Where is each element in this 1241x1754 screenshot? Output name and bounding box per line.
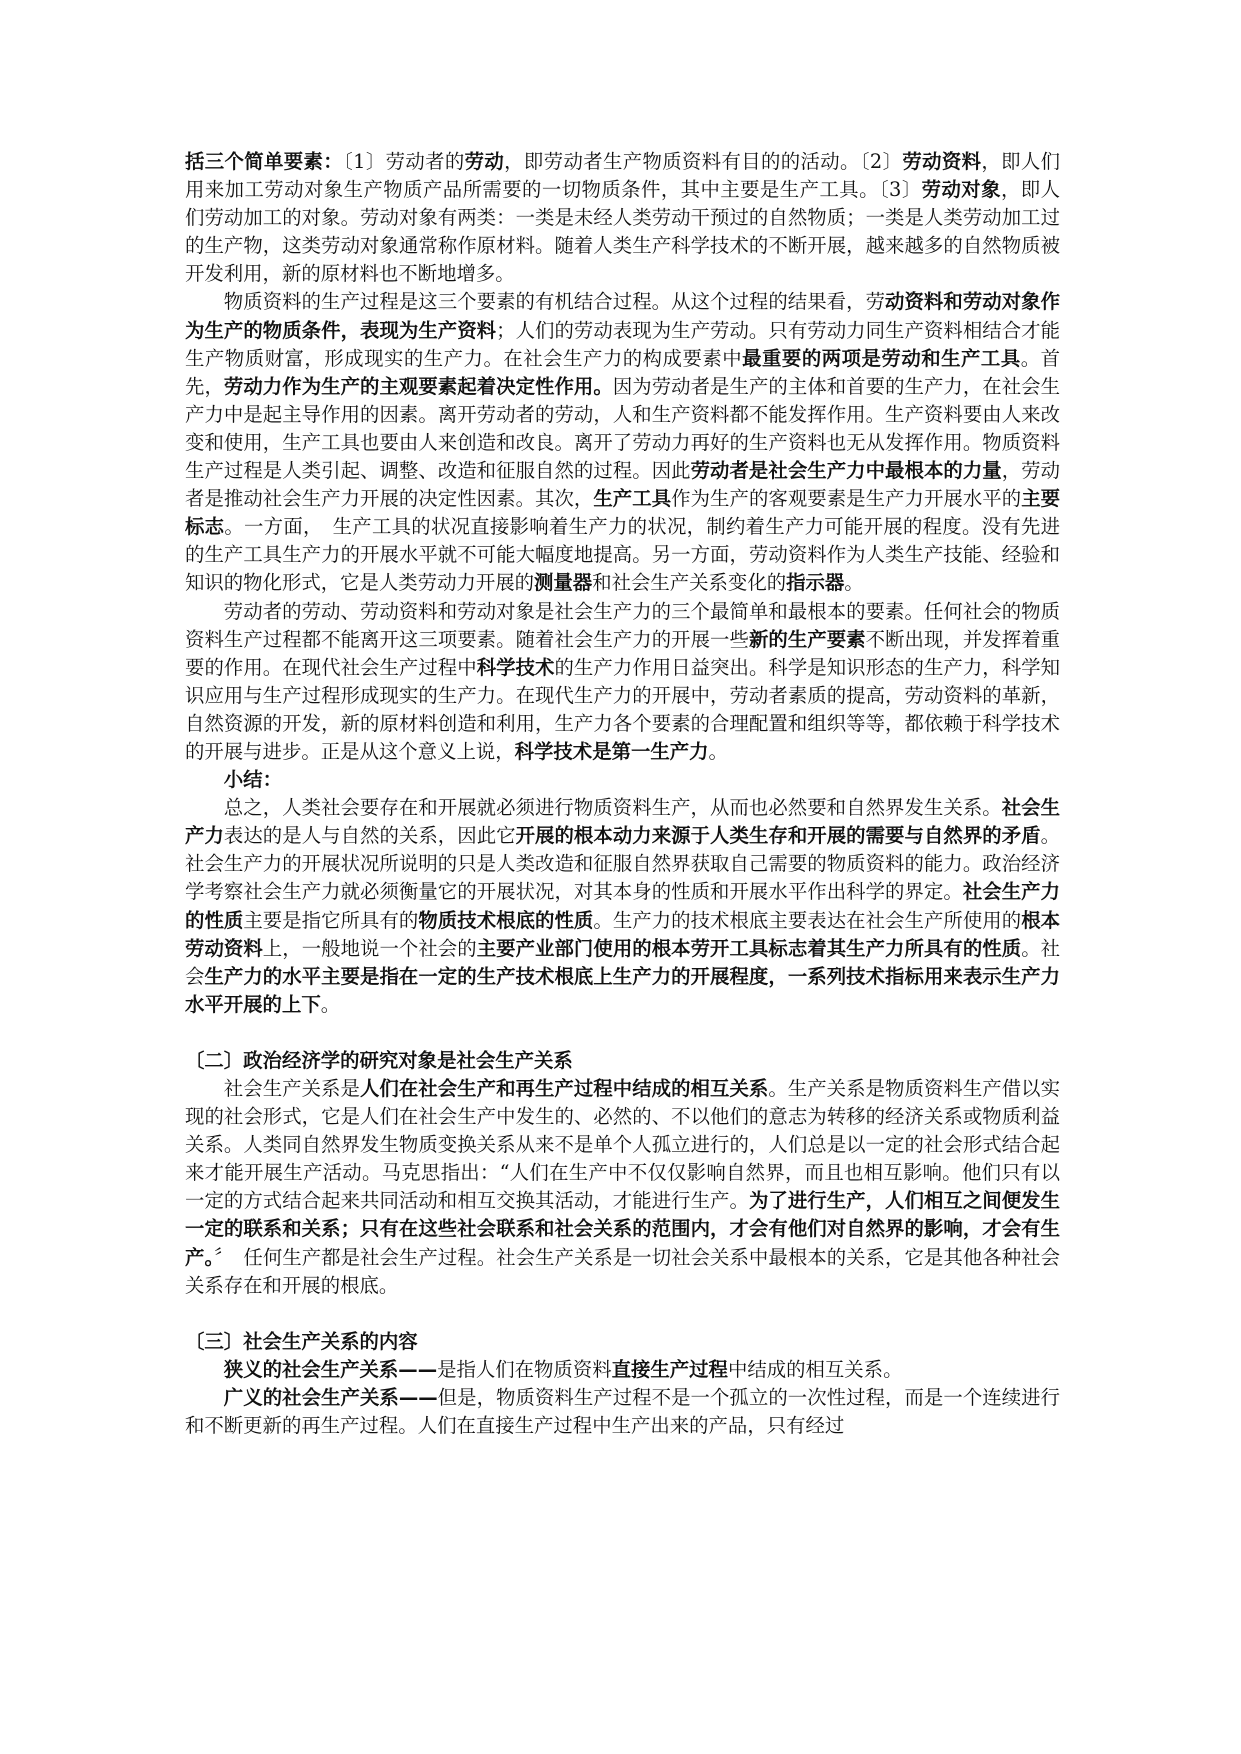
section-heading-2: 〔二〕政治经济学的研究对象是社会生产关系 (185, 1048, 573, 1072)
summary-label: 小结： (223, 768, 282, 792)
emphasis: 劳动者是社会生产力中最根本的力量 (690, 459, 1002, 483)
emphasis: 社会生产力的性质 (185, 880, 1061, 932)
emphasis: 劳动对象 (921, 178, 1001, 202)
emphasis: 社会生产力 (185, 796, 1061, 848)
emphasis: 人们在社会生产和再生产过程中结成的相互关系 (359, 1077, 769, 1100)
paragraph-science-technology: 劳动者的劳动、劳动资料和劳动对象是社会生产力的三个最简单和最根本的要素。任何社会的物质资料生产过程都不能离开这三项要素。随着社会生产力的开展一些新的生产要素不断出现，并发挥着重要的作用。在现代社会生产过程中科学技术的生产力作用日益突出。科学是知识形态的生产力，科学知识应用与生产过程形成现实的生产力。在现代生产力的开展中，劳动者素质的提高，劳动资料的革新，自然资源的开发，新的原材料创造和利用，生产力各个要素的合理配置和组织等等，都依赖于科学技术的开展与进步。正是从这个意义上说，科学技术是第一生产力。 (185, 599, 1061, 763)
document-page (185, 148, 1060, 1440)
emphasis: 科学技术是第一生产力 (514, 739, 709, 763)
emphasis: 生产工具 (593, 487, 672, 511)
emphasis: 劳动资料 (902, 150, 982, 173)
emphasis: 主要产业部门使用的根本劳开工具标志着其生产力所具有的性质 (476, 936, 1022, 960)
emphasis: 劳动 (464, 150, 505, 173)
emphasis: 广义的社会生产关系—— (223, 1385, 438, 1409)
paragraph-production-relations: 社会生产关系是人们在社会生产和再生产过程中结成的相互关系。生产关系是物质资料生产借以实现的社会形式，它是人们在社会生产中发生的、必然的、不以他们的意志为转移的经济关系或物质利益关系。人类同自然界发生物质变换关系从来不是单个人孤立进行的，人们总是以一定的社会形式结合起来才能开展生产活动。马克思指出：“人们在生产中不仅仅影响自然界，而且也相互影响。他们只有以一定的方式结合起来共同活动和相互交换其活动，才能进行生产。为了进行生产，人们相互之间便发生一定的联系和关系；只有在这些社会联系和社会关系的范围内，才会有他们对自然界的影响，才会有生产。〞 任何生产都是社会生产过程。社会生产关系是一切社会关系中最根本的关系，它是其他各种社会关系存在和开展的根底。 (185, 1077, 1061, 1297)
paragraph-narrow-definition: 狭义的社会生产关系——是指人们在物质资料直接生产过程中结成的相互关系。 (223, 1357, 903, 1381)
emphasis: 括三个简单要素： (185, 150, 344, 173)
emphasis: 科学技术 (476, 655, 555, 679)
emphasis: 动资料和劳动对象作为生产的物质条件，表现为生产资料 (185, 290, 1061, 342)
paragraph-broad-definition: 广义的社会生产关系——但是，物质资料生产过程不是一个孤立的一次性过程，而是一个连续进行和不断更新的再生产过程。人们在直接生产过程中生产出来的产品，只有经过 (185, 1385, 1061, 1438)
emphasis: 最重要的两项是劳动和生产工具 (742, 346, 1021, 370)
emphasis: 主要标志 (185, 487, 1061, 539)
emphasis: 指示器 (786, 571, 845, 595)
paragraph-summary: 总之，人类社会要存在和开展就必须进行物质资料生产，从而也必然要和自然界发生关系。社会生产力表达的是人与自然的关系，因此它开展的根本动力来源于人类生存和开展的需要与自然界的矛盾。社会生产力的开展状况所说明的只是人类改造和征服自然界获取自己需要的物质资料的能力。政治经济学考察社会生产力就必须衡量它的开展状况，对其本身的性质和开展水平作出科学的界定。社会生产力的性质主要是指它所具有的物质技术根底的性质。生产力的技术根底主要表达在社会生产所使用的根本劳动资料上，一般地说一个社会的主要产业部门使用的根本劳开工具标志着其生产力所具有的性质。社会生产力的水平主要是指在一定的生产技术根底上生产力的开展程度，一系列技术指标用来表示生产力水平开展的上下。 (185, 796, 1061, 1016)
emphasis: 直接生产过程 (611, 1357, 728, 1381)
emphasis: 生产力的水平主要是指在一定的生产技术根底上生产力的开展程度，一系列技术指标用来表示生产力水平开展的上下 (185, 964, 1061, 1016)
spacer (185, 1300, 1060, 1328)
paragraph-simple-elements: 括三个简单要素：〔1〕劳动者的劳动，即劳动者生产物质资料有目的的活动。〔2〕劳动资料，即人们用来加工劳动对象生产物质产品所需要的一切物质条件，其中主要是生产工具。〔3〕劳动对象，即人们劳动加工的对象。劳动对象有两类：一类是未经人类劳动干预过的自然物质；一类是人类劳动加工过的生产物，这类劳动对象通常称作原材料。随着人类生产科学技术的不断开展，越来越多的自然物质被开发利用，新的原材料也不断地增多。 (185, 150, 1061, 286)
emphasis: 狭义的社会生产关系—— (223, 1357, 438, 1381)
emphasis: 劳动力作为生产的主观要素起着决定性作用。 (223, 374, 613, 398)
paragraph-production-process: 物质资料的生产过程是这三个要素的有机结合过程。从这个过程的结果看，劳动资料和劳动对象作为生产的物质条件，表现为生产资料；人们的劳动表现为生产劳动。只有劳动力同生产资料相结合才能生产物质财富，形成现实的生产力。在社会生产力的构成要素中最重要的两项是劳动和生产工具。首先，劳动力作为生产的主观要素起着决定性作用。因为劳动者是生产的主体和首要的生产力，在社会生产力中是起主导作用的因素。离开劳动者的劳动，人和生产资料都不能发挥作用。生产资料要由人来改变和使用，生产工具也要由人来创造和改良。离开了劳动力再好的生产资料也无从发挥作用。物质资料生产过程是人类引起、调整、改造和征服自然的过程。因此劳动者是社会生产力中最根本的力量，劳动者是推动社会生产力开展的决定性因素。其次，生产工具作为生产的客观要素是生产力开展水平的主要标志。一方面， 生产工具的状况直接影响着生产力的状况，制约着生产力可能开展的程度。没有先进的生产工具生产力的开展水平就不可能大幅度地提高。另一方面，劳动资料作为人类生产技能、经验和知识的物化形式，它是人类劳动力开展的测量器和社会生产关系变化的指示器。 (185, 290, 1061, 595)
emphasis: 测量器 (534, 571, 593, 595)
section-heading-3: 〔三〕社会生产关系的内容 (185, 1329, 418, 1353)
spacer (185, 1019, 1060, 1047)
emphasis: 开展的根本动力来源于人类生存和开展的需要与自然界的矛盾 (515, 824, 1041, 848)
emphasis: 为了进行生产，人们相互之间便发生一定的联系和关系；只有在这些社会联系和社会关系的范围内，才会有他们对自然界的影响，才会有生产。 (185, 1189, 1061, 1269)
emphasis: 根本劳动资料 (185, 908, 1061, 960)
emphasis: 物质技术根底的性质 (418, 908, 594, 932)
emphasis: 新的生产要素 (748, 627, 866, 651)
